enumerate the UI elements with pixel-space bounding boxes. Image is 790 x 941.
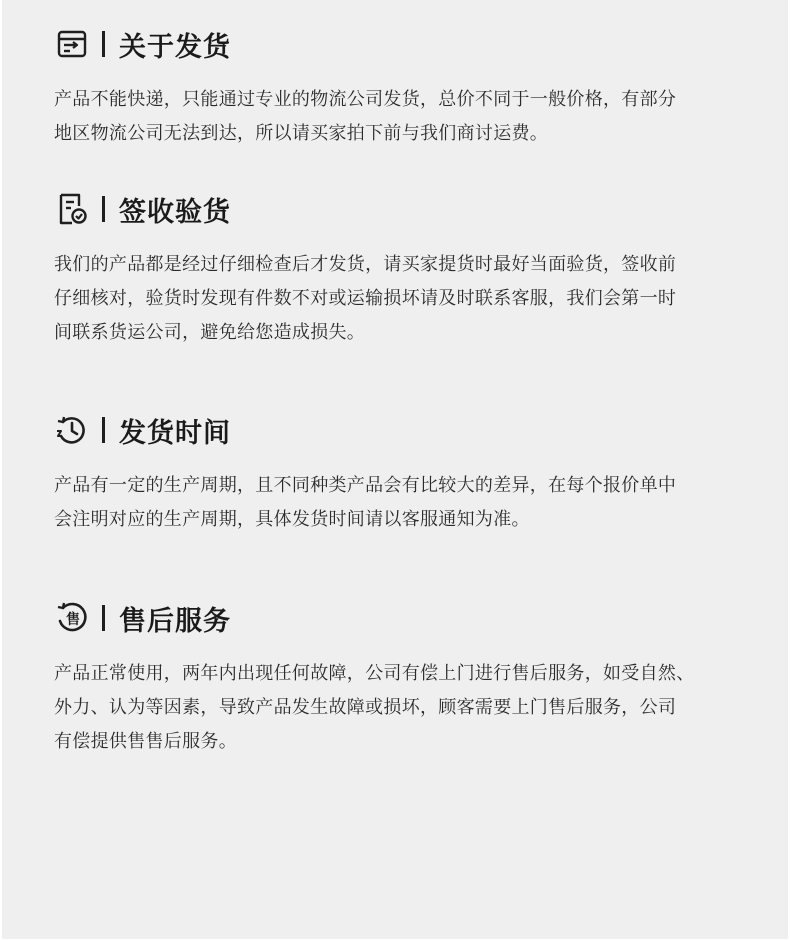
body-line: 会注明对应的生产周期，具体发货时间请以客服通知为准。 <box>54 509 530 530</box>
body-line: 间联系货运公司，避免给您造成损失。 <box>54 322 366 343</box>
body-line: 外力、认为等因素，导致产品发生故障或损坏，顾客需要上门售后服务，公司 <box>54 697 677 718</box>
section-title: 签收验货 <box>119 196 231 228</box>
shipping-box-icon <box>54 26 90 62</box>
section-delivery-time <box>54 410 754 537</box>
heading-divider <box>102 605 105 631</box>
heading-divider <box>102 31 105 57</box>
section-after-sales <box>54 598 754 759</box>
body-line: 有偿提供售售后服务。 <box>54 731 237 752</box>
section-body <box>54 83 754 151</box>
body-line: 产品正常使用，两年内出现任何故障，公司有偿上门进行售后服务，如受自然、 <box>54 663 695 684</box>
clock-history-icon <box>54 412 90 448</box>
section-body <box>54 248 754 350</box>
section-title: 关于发货 <box>119 31 231 63</box>
section-heading <box>54 598 754 638</box>
heading-divider <box>102 417 105 443</box>
section-inspection <box>54 189 754 350</box>
checklist-verified-icon <box>54 191 90 227</box>
section-body <box>54 657 754 759</box>
after-sales-icon-glyph: 售 <box>66 612 80 628</box>
body-line: 地区物流公司无法到达，所以请买家拍下前与我们商讨运费。 <box>54 123 549 144</box>
section-heading <box>54 410 754 450</box>
section-heading <box>54 189 754 229</box>
heading-divider <box>102 196 105 222</box>
body-line: 我们的产品都是经过仔细检查后才发货，请买家提货时最好当面验货，签收前 <box>54 254 677 275</box>
section-heading <box>54 24 754 64</box>
body-line: 仔细核对，验货时发现有件数不对或运输损坏请及时联系客服，我们会第一时 <box>54 288 677 309</box>
body-line: 产品有一定的生产周期，且不同种类产品会有比较大的差异，在每个报价单中 <box>54 475 677 496</box>
body-line: 产品不能快递，只能通过专业的物流公司发货，总价不同于一般价格，有部分 <box>54 89 677 110</box>
section-body <box>54 469 754 537</box>
section-shipping <box>54 24 754 151</box>
section-title: 发货时间 <box>119 417 231 449</box>
section-title: 售后服务 <box>119 605 231 637</box>
after-sales-icon <box>54 600 90 636</box>
